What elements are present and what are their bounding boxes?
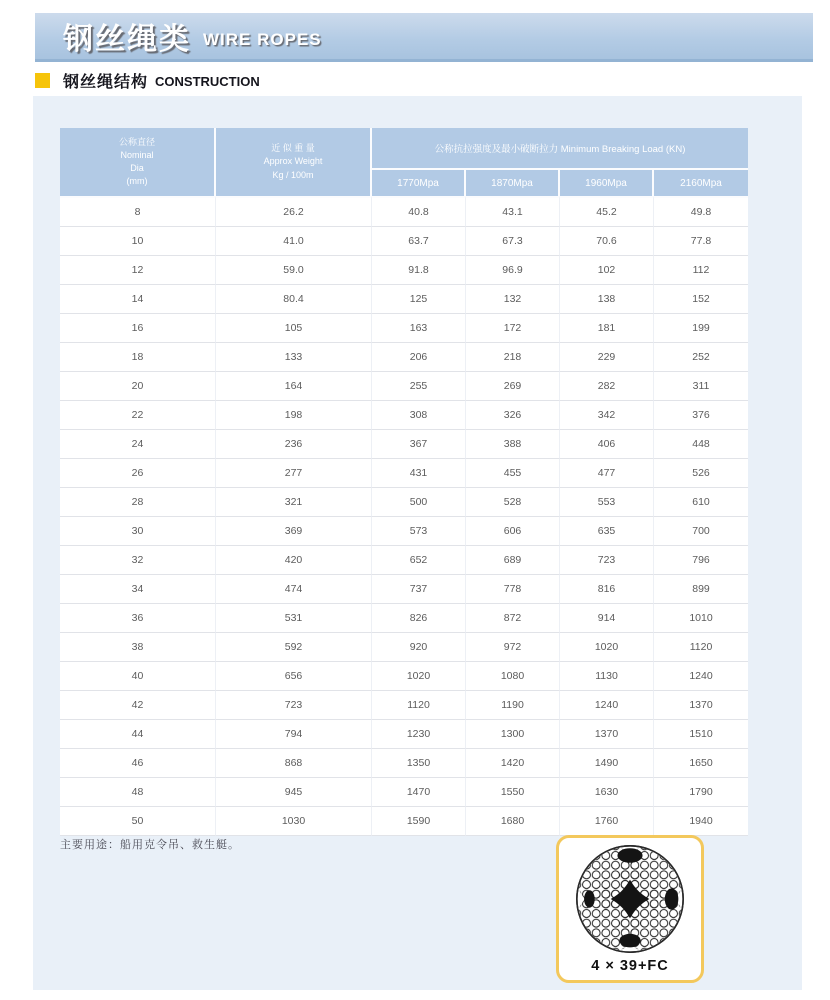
- content-panel: [33, 96, 802, 990]
- table-cell: 1370: [560, 720, 654, 749]
- table-row: [60, 778, 748, 807]
- usage-note: 主要用途：船用克令吊、救生艇。: [60, 839, 240, 851]
- table-cell: 125: [372, 285, 466, 314]
- table-cell: 236: [216, 430, 372, 459]
- table-cell: 794: [216, 720, 372, 749]
- table-cell: 63.7: [372, 227, 466, 256]
- table-cell: 40.8: [372, 196, 466, 227]
- table-cell: 255: [372, 372, 466, 401]
- table-cell: 1470: [372, 778, 466, 807]
- table-cell: 872: [466, 604, 560, 633]
- table-cell: 96.9: [466, 256, 560, 285]
- table-cell: 723: [216, 691, 372, 720]
- table-cell: 700: [654, 517, 748, 546]
- table-cell: 606: [466, 517, 560, 546]
- table-cell: 277: [216, 459, 372, 488]
- table-row: [60, 517, 748, 546]
- table-cell: 77.8: [654, 227, 748, 256]
- table-cell: 70.6: [560, 227, 654, 256]
- table-cell: 868: [216, 749, 372, 778]
- table-cell: 40: [60, 662, 216, 691]
- table-cell: 8: [60, 196, 216, 227]
- banner-title-zh: 钢丝绳类: [63, 23, 191, 56]
- table-cell: 41.0: [216, 227, 372, 256]
- table-row: [60, 372, 748, 401]
- table-cell: 610: [654, 488, 748, 517]
- table-row: [60, 196, 748, 227]
- table-cell: 945: [216, 778, 372, 807]
- header-nominal-dia: 公称直径 Nominal Dia (mm): [60, 128, 216, 196]
- table-cell: 1790: [654, 778, 748, 807]
- table-row: [60, 691, 748, 720]
- table-row: [60, 314, 748, 343]
- yellow-bullet-icon: [35, 73, 50, 88]
- table-cell: 133: [216, 343, 372, 372]
- table-cell: 1120: [372, 691, 466, 720]
- section-title-en: CONSTRUCTION: [155, 74, 260, 89]
- table-cell: 38: [60, 633, 216, 662]
- table-cell: 369: [216, 517, 372, 546]
- table-cell: 1630: [560, 778, 654, 807]
- table-cell: 12: [60, 256, 216, 285]
- table-cell: 1190: [466, 691, 560, 720]
- table-cell: 528: [466, 488, 560, 517]
- header-grade-1770: 1770Mpa: [372, 170, 466, 196]
- table-cell: 1650: [654, 749, 748, 778]
- table-cell: 796: [654, 546, 748, 575]
- table-cell: 1240: [654, 662, 748, 691]
- table-row: [60, 227, 748, 256]
- table-cell: 252: [654, 343, 748, 372]
- table-cell: 14: [60, 285, 216, 314]
- section-heading: [35, 69, 260, 92]
- table-row: [60, 633, 748, 662]
- table-cell: 1510: [654, 720, 748, 749]
- table-cell: 1300: [466, 720, 560, 749]
- table-cell: 59.0: [216, 256, 372, 285]
- table-row: [60, 546, 748, 575]
- table-row: [60, 720, 748, 749]
- table-cell: 635: [560, 517, 654, 546]
- table-cell: 376: [654, 401, 748, 430]
- table-row: [60, 430, 748, 459]
- table-cell: 1760: [560, 807, 654, 836]
- table-cell: 30: [60, 517, 216, 546]
- table-cell: 26.2: [216, 196, 372, 227]
- header-approx-weight: 近 似 重 量 Approx Weight Kg / 100m: [216, 128, 372, 196]
- table-row: [60, 662, 748, 691]
- table-cell: 206: [372, 343, 466, 372]
- table-cell: 321: [216, 488, 372, 517]
- table-cell: 367: [372, 430, 466, 459]
- table-cell: 689: [466, 546, 560, 575]
- table-cell: 1370: [654, 691, 748, 720]
- table-cell: 218: [466, 343, 560, 372]
- table-cell: 1120: [654, 633, 748, 662]
- table-cell: 45.2: [560, 196, 654, 227]
- table-row: [60, 575, 748, 604]
- table-cell: 102: [560, 256, 654, 285]
- table-cell: 48: [60, 778, 216, 807]
- page-banner: [35, 13, 813, 62]
- table-cell: 778: [466, 575, 560, 604]
- table-cell: 573: [372, 517, 466, 546]
- table-cell: 342: [560, 401, 654, 430]
- table-cell: 163: [372, 314, 466, 343]
- table-cell: 18: [60, 343, 216, 372]
- table-cell: 826: [372, 604, 466, 633]
- table-cell: 1490: [560, 749, 654, 778]
- table-cell: 229: [560, 343, 654, 372]
- table-row: [60, 343, 748, 372]
- breaking-load-table: [60, 128, 748, 836]
- table-cell: 152: [654, 285, 748, 314]
- table-cell: 91.8: [372, 256, 466, 285]
- table-cell: 36: [60, 604, 216, 633]
- table-cell: 920: [372, 633, 466, 662]
- table-cell: 1020: [560, 633, 654, 662]
- table-cell: 899: [654, 575, 748, 604]
- table-cell: 49.8: [654, 196, 748, 227]
- table-cell: 1350: [372, 749, 466, 778]
- table-cell: 477: [560, 459, 654, 488]
- table-body: [60, 196, 748, 836]
- table-cell: 592: [216, 633, 372, 662]
- table-cell: 138: [560, 285, 654, 314]
- table-cell: 172: [466, 314, 560, 343]
- table-cell: 1680: [466, 807, 560, 836]
- table-cell: 1020: [372, 662, 466, 691]
- table-cell: 269: [466, 372, 560, 401]
- construction-label: 4 × 39+FC: [591, 958, 669, 974]
- table-row: [60, 749, 748, 778]
- table-cell: 308: [372, 401, 466, 430]
- table-cell: 500: [372, 488, 466, 517]
- table-cell: 112: [654, 256, 748, 285]
- table-row: [60, 488, 748, 517]
- table-row: [60, 401, 748, 430]
- table-cell: 50: [60, 807, 216, 836]
- table-cell: 32: [60, 546, 216, 575]
- table-row: [60, 256, 748, 285]
- table-cell: 105: [216, 314, 372, 343]
- header-grade-2160: 2160Mpa: [654, 170, 748, 196]
- table-cell: 656: [216, 662, 372, 691]
- table-cell: 1240: [560, 691, 654, 720]
- table-cell: 16: [60, 314, 216, 343]
- table-cell: 388: [466, 430, 560, 459]
- table-cell: 132: [466, 285, 560, 314]
- header-grade-1870: 1870Mpa: [466, 170, 560, 196]
- table-cell: 199: [654, 314, 748, 343]
- table-cell: 10: [60, 227, 216, 256]
- table-cell: 406: [560, 430, 654, 459]
- table-cell: 420: [216, 546, 372, 575]
- table-row: [60, 604, 748, 633]
- table-cell: 816: [560, 575, 654, 604]
- table-cell: 531: [216, 604, 372, 633]
- table-cell: 282: [560, 372, 654, 401]
- table-cell: 43.1: [466, 196, 560, 227]
- table-cell: 1420: [466, 749, 560, 778]
- table-cell: 326: [466, 401, 560, 430]
- banner-title-en: WIRE ROPES: [203, 30, 322, 49]
- table-cell: 455: [466, 459, 560, 488]
- table-cell: 737: [372, 575, 466, 604]
- table-cell: 198: [216, 401, 372, 430]
- table-cell: 1230: [372, 720, 466, 749]
- table-cell: 22: [60, 401, 216, 430]
- table-cell: 1030: [216, 807, 372, 836]
- table-cell: 26: [60, 459, 216, 488]
- table-cell: 914: [560, 604, 654, 633]
- table-cell: 972: [466, 633, 560, 662]
- table-cell: 652: [372, 546, 466, 575]
- table-row: [60, 807, 748, 836]
- table-cell: 723: [560, 546, 654, 575]
- table-cell: 164: [216, 372, 372, 401]
- table-cell: 1010: [654, 604, 748, 633]
- table-cell: 46: [60, 749, 216, 778]
- table-header: [60, 128, 748, 196]
- table-cell: 474: [216, 575, 372, 604]
- table-cell: 1080: [466, 662, 560, 691]
- table-cell: 1550: [466, 778, 560, 807]
- table-cell: 1590: [372, 807, 466, 836]
- section-title-zh: 钢丝绳结构: [63, 74, 149, 91]
- table-cell: 1940: [654, 807, 748, 836]
- table-cell: 67.3: [466, 227, 560, 256]
- table-cell: 34: [60, 575, 216, 604]
- header-breaking-load-span: 公称抗拉强度及最小破断拉力 Minimum Breaking Load (KN): [372, 128, 748, 170]
- table-cell: 431: [372, 459, 466, 488]
- table-row: [60, 459, 748, 488]
- table-cell: 1130: [560, 662, 654, 691]
- table-cell: 24: [60, 430, 216, 459]
- construction-card: [556, 835, 704, 983]
- rope-cross-section-icon: [572, 841, 688, 957]
- table-cell: 42: [60, 691, 216, 720]
- table-cell: 311: [654, 372, 748, 401]
- table-cell: 448: [654, 430, 748, 459]
- table-cell: 80.4: [216, 285, 372, 314]
- table-cell: 181: [560, 314, 654, 343]
- table-cell: 553: [560, 488, 654, 517]
- table-cell: 20: [60, 372, 216, 401]
- table-cell: 28: [60, 488, 216, 517]
- table-cell: 526: [654, 459, 748, 488]
- table-row: [60, 285, 748, 314]
- table-cell: 44: [60, 720, 216, 749]
- header-grade-1960: 1960Mpa: [560, 170, 654, 196]
